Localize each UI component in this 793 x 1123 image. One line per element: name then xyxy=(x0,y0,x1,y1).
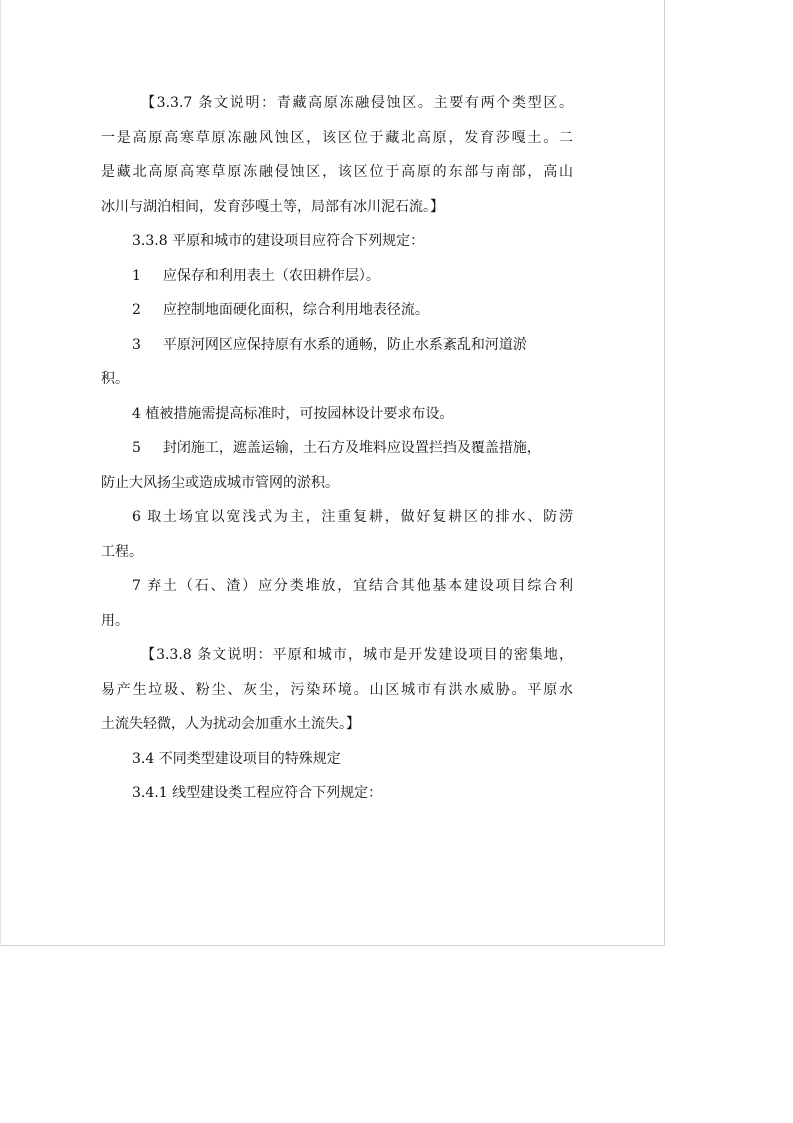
list-item-6-continuation: 工程。 xyxy=(101,543,143,560)
paragraph-line: 【3.3.7 条文说明：青藏高原冻融侵蚀区。主要有两个类型区。 xyxy=(141,95,573,111)
list-number: 5 xyxy=(132,440,141,456)
section-heading-3-3-8: 3.3.8 平原和城市的建设项目应符合下列规定： xyxy=(132,233,425,249)
explanation-line: 易产生垃圾、粉尘、灰尘，污染环境。山区城市有洪水威胁。平原水 xyxy=(101,681,573,698)
list-number: 2 xyxy=(132,302,141,318)
list-item-4: 4 植被措施需提高标准时，可按园林设计要求布设。 xyxy=(132,405,454,422)
explanation-line: 土流失轻微，人为扰动会加重水土流失。】 xyxy=(101,716,360,732)
list-text: 封闭施工，遮盖运输，土石方及堆料应设置拦挡及覆盖措施， xyxy=(162,440,541,456)
paragraph-line: 一是高原高寒草原冻融风蚀区，该区位于藏北高原，发育莎嘎土。二 xyxy=(101,129,573,146)
list-item-5-continuation: 防止大风扬尘或造成城市管网的淤积。 xyxy=(101,474,339,491)
section-heading-3-4-1: 3.4.1 线型建设类工程应符合下列规定： xyxy=(132,785,383,801)
list-item-3 xyxy=(101,328,573,363)
section-heading-3-4: 3.4 不同类型建设项目的特殊规定 xyxy=(132,750,341,767)
list-item-2 xyxy=(101,293,573,328)
list-item-1 xyxy=(101,259,573,294)
paragraph-line: 冰川与湖泊相间，发育莎嘎土等，局部有冰川泥石流。】 xyxy=(101,198,444,215)
list-item-7-continuation: 用。 xyxy=(101,612,129,629)
list-text: 应保存和利用表土（农田耕作层）。 xyxy=(162,267,380,284)
paragraph-line: 是藏北高原高寒草原冻融侵蚀区，该区位于高原的东部与南部，高山 xyxy=(101,164,573,180)
list-text: 平原河网区应保持原有水系的通畅，防止水系紊乱和河道淤 xyxy=(162,336,527,353)
page-content xyxy=(101,86,573,811)
list-item-3-continuation: 积。 xyxy=(101,371,129,387)
list-number: 3 xyxy=(132,336,141,353)
explanation-line: 【3.3.8 条文说明：平原和城市，城市是开发建设项目的密集地， xyxy=(141,647,573,663)
list-text: 应控制地面硬化面积，综合利用地表径流。 xyxy=(162,302,429,318)
list-item-6: 6 取土场宜以宽浅式为主，注重复耕，做好复耕区的排水、防涝 xyxy=(132,509,573,525)
list-number: 1 xyxy=(132,267,141,284)
list-item-5 xyxy=(101,431,573,466)
list-item-7: 7 弃土（石、渣）应分类堆放，宜结合其他基本建设项目综合利 xyxy=(132,578,573,594)
